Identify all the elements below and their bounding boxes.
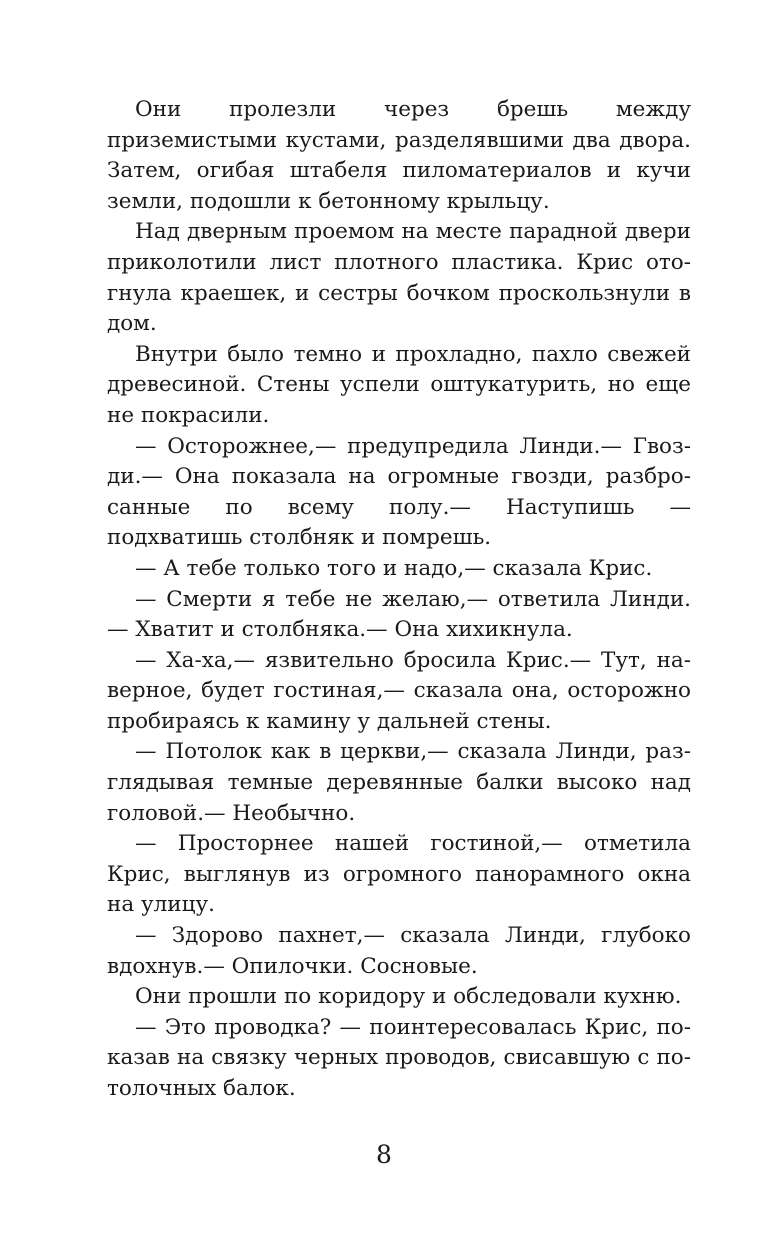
page-number: 8 <box>376 1140 392 1169</box>
paragraph: — Ха-ха,— язвительно бросила Крис.— Тут, наверное, будет гостиная,— сказала она, осторожно пробираясь к камину у дальней стены. <box>107 647 691 734</box>
paragraph: — А тебе только того и надо,— сказала Крис. <box>135 555 653 581</box>
paragraph: Над дверным проемом на месте парадной двери приколотили лист плотного пластика. Крис отогнула краешек, и сестры бочком проскользнули в дом. <box>107 219 691 337</box>
paragraph: Внутри было темно и прохладно, пахло свежей древесиной. Стены успели оштукатурить, но еще не покрасили. <box>107 341 691 428</box>
paragraph: — Смерти я тебе не желаю,— ответила Линди.— Хватит и столбняка.— Она хихикнула. <box>107 586 691 643</box>
paragraph: — Здорово пахнет,— сказала Линди, глубоко вдохнув.— Опилочки. Сосновые. <box>107 923 691 979</box>
paragraph: — Потолок как в церкви,— сказала Линди, разглядывая темные деревянные балки высоко над головой.— Необычно. <box>107 739 691 826</box>
page-body <box>107 95 691 1105</box>
paragraph: — Просторнее нашей гостиной,— отметила Крис, выглянув из огромного панорамного окна на улицу. <box>107 831 691 918</box>
paragraph: Они пролезли через брешь между приземистыми кустами, разделявшими два двора. Затем, огибая штабеля пиломатериалов и кучи земли, подошли к бетонному крыльцу. <box>107 97 691 214</box>
paragraph: Они прошли по коридору и обследовали кухню. <box>135 984 682 1010</box>
paragraph: — Осторожнее,— предупредила Линди.— Гвозди.— Она показала на огромные гвозди, разбросанные по всему полу.— Наступишь — подхватишь столбняк и помрешь. <box>107 433 691 551</box>
paragraph: — Это проводка? — поинтересовалась Крис, показав на связку черных проводов, свисавшую с потолочных балок. <box>107 1014 691 1101</box>
